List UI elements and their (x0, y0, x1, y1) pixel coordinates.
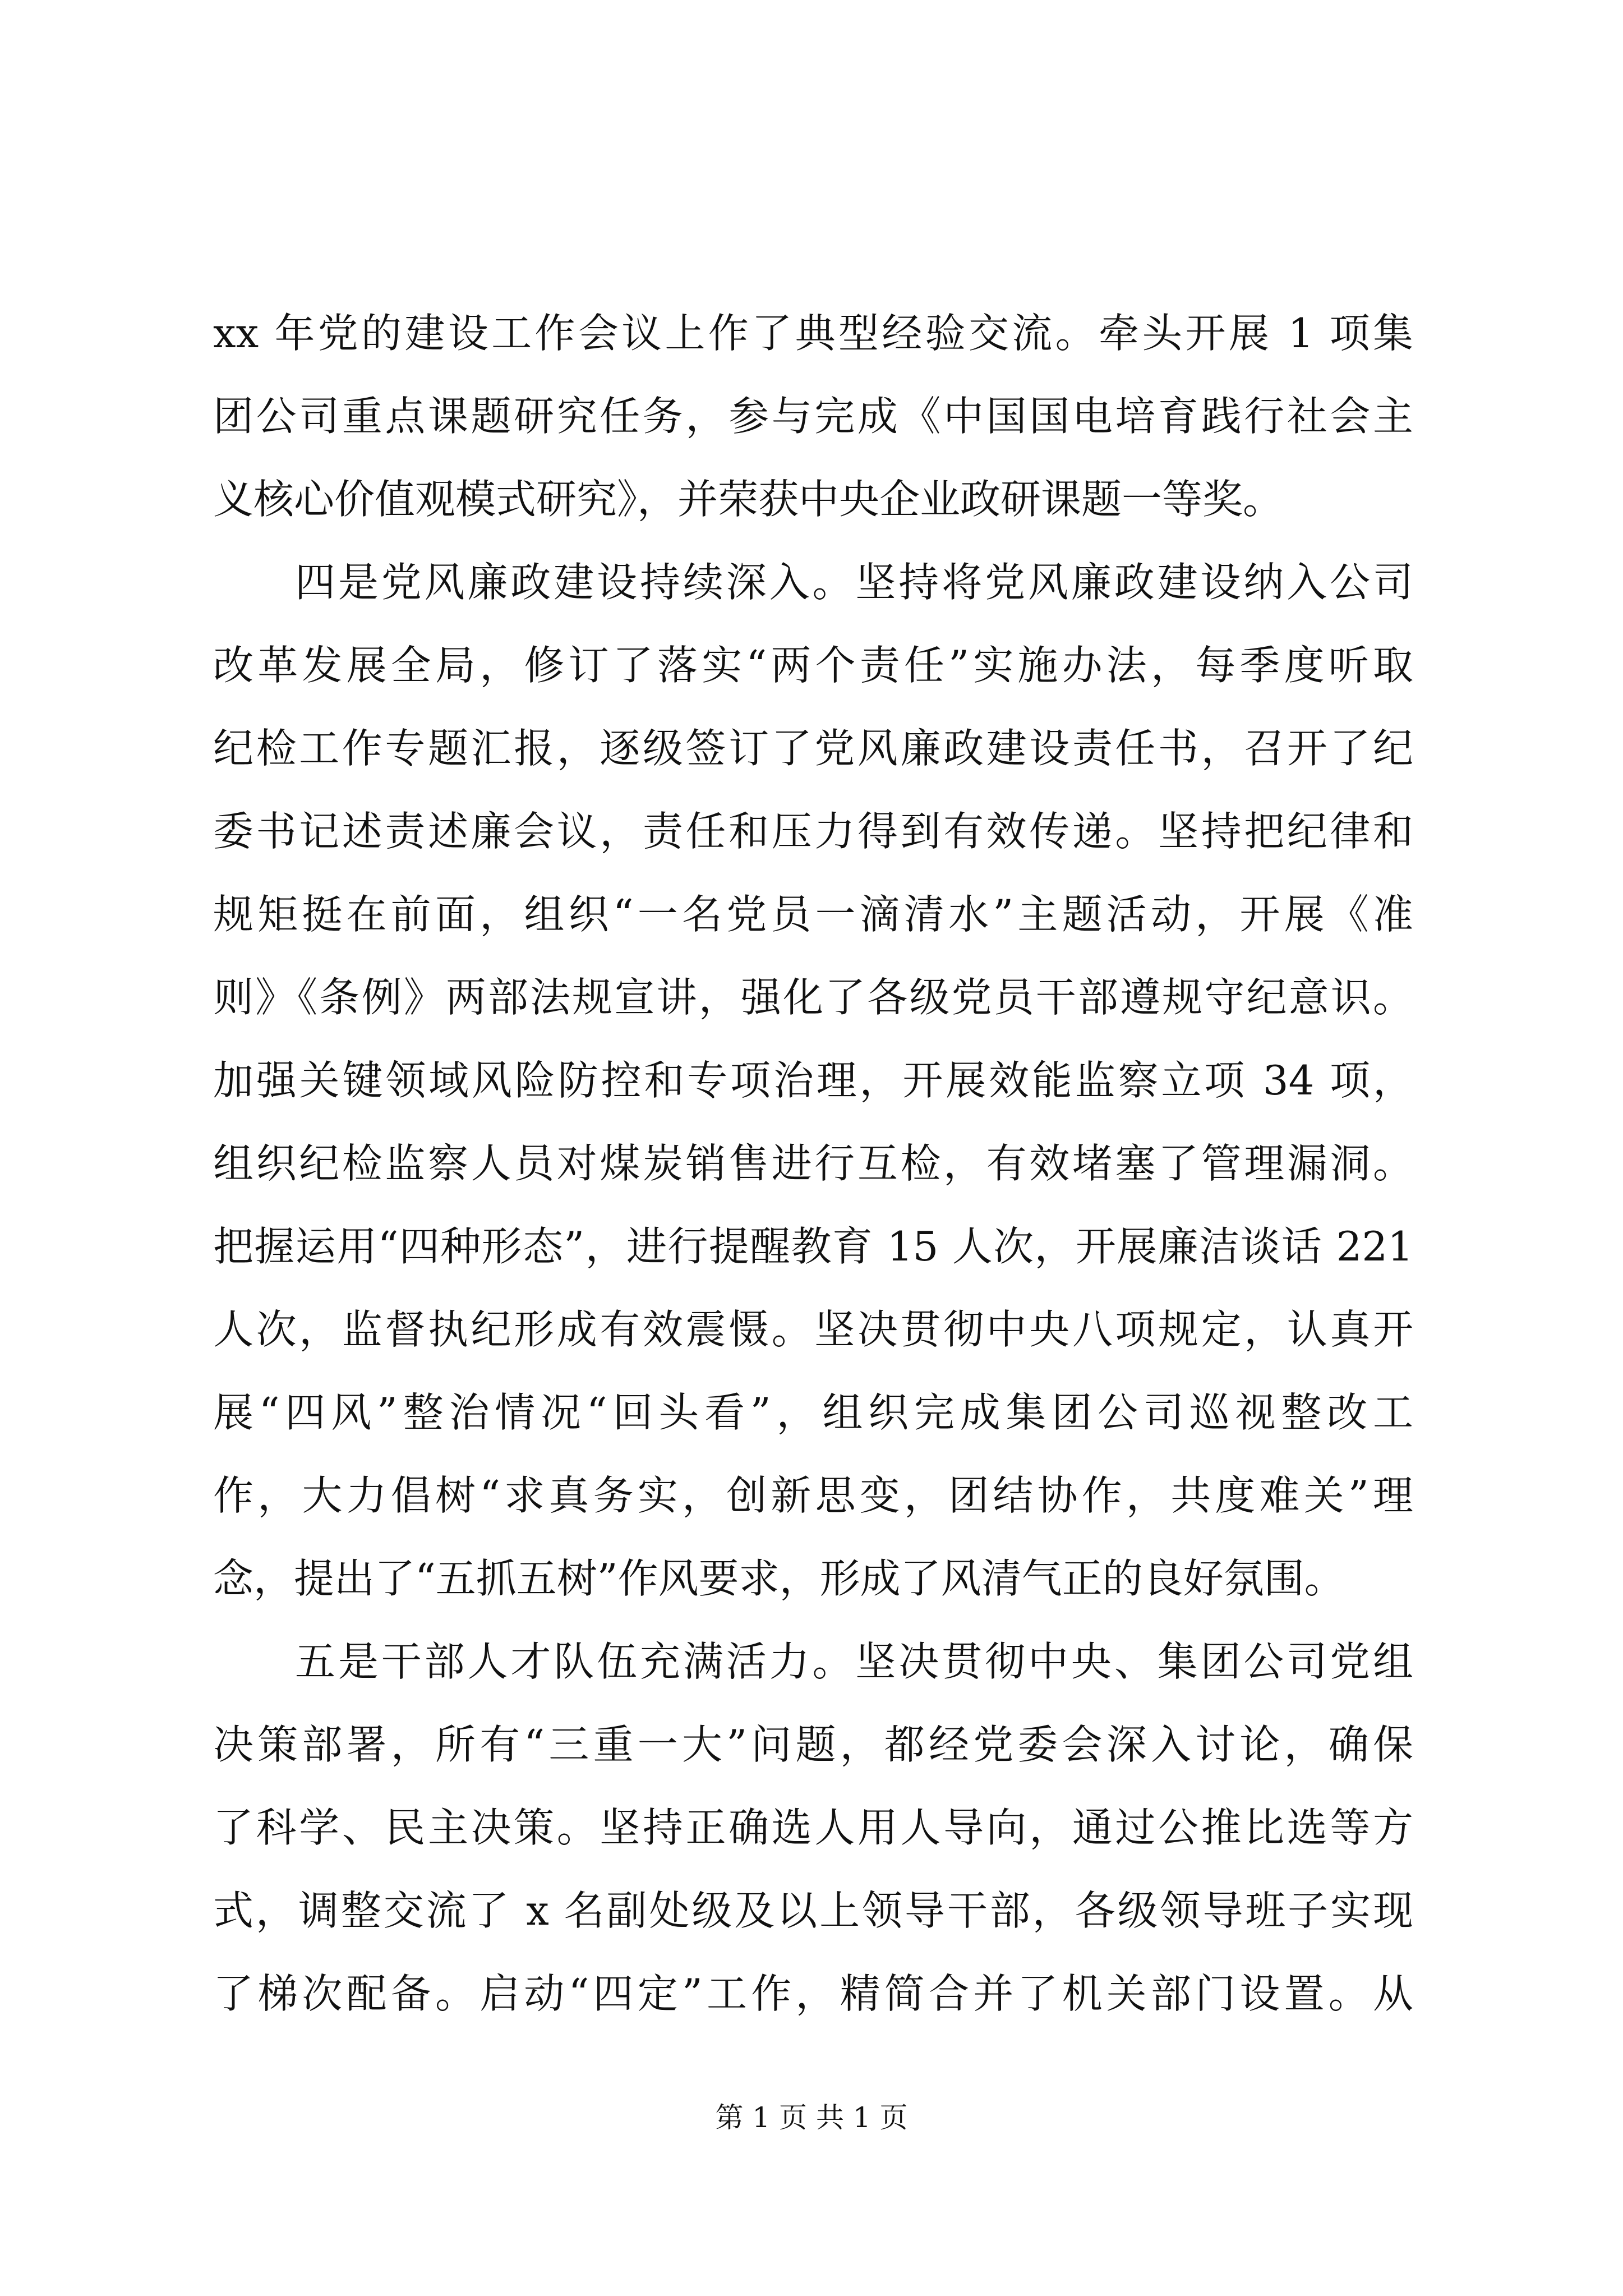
text-line: 组织纪检监察人员对煤炭销售进行互检，有效堵塞了管理漏洞。 (213, 1140, 1413, 1187)
text-line: 改革发展全局，修订了落实“两个责任”实施办法，每季度听取 (213, 642, 1413, 689)
text-line: 四是党风廉政建设持续深入。坚持将党风廉政建设纳入公司 (295, 559, 1413, 606)
text-line: 作，大力倡树“求真务实，创新思变，团结协作，共度难关”理 (213, 1472, 1413, 1519)
text-line: 则》《条例》两部法规宣讲，强化了各级党员干部遵规守纪意识。 (213, 974, 1413, 1021)
text-line: 式，调整交流了 x 名副处级及以上领导干部，各级领导班子实现 (213, 1887, 1413, 1934)
text-line: 决策部署，所有“三重一大”问题，都经党委会深入讨论，确保 (213, 1721, 1413, 1768)
page-footer: 第 1 页 共 1 页 (715, 2101, 908, 2134)
text-line: 委书记述责述廉会议，责任和压力得到有效传递。坚持把纪律和 (213, 808, 1413, 855)
document-body (213, 292, 1413, 2035)
text-line: 规矩挺在前面，组织“一名党员一滴清水”主题活动，开展《准 (213, 891, 1413, 938)
text-line: 义核心价值观模式研究》，并荣获中央企业政研课题一等奖。 (213, 476, 1284, 523)
text-line: 展“四风”整治情况“回头看”，组织完成集团公司巡视整改工 (213, 1389, 1413, 1436)
text-line: 了科学、民主决策。坚持正确选人用人导向，通过公推比选等方 (213, 1804, 1413, 1851)
text-line: 念，提出了“五抓五树”作风要求，形成了风清气正的良好氛围。 (213, 1555, 1345, 1602)
text-line: 人次，监督执纪形成有效震慑。坚决贯彻中央八项规定，认真开 (213, 1306, 1413, 1353)
text-line: 团公司重点课题研究任务，参与完成《中国国电培育践行社会主 (213, 393, 1413, 440)
text-line: 纪检工作专题汇报，逐级签订了党风廉政建设责任书，召开了纪 (213, 725, 1413, 772)
text-line: 把握运用“四种形态”，进行提醒教育 15 人次，开展廉洁谈话 221 (213, 1223, 1413, 1270)
text-line: xx 年党的建设工作会议上作了典型经验交流。牵头开展 1 项集 (213, 310, 1413, 357)
text-line: 加强关键领域风险防控和专项治理，开展效能监察立项 34 项， (213, 1057, 1413, 1104)
text-line: 五是干部人才队伍充满活力。坚决贯彻中央、集团公司党组 (295, 1638, 1413, 1685)
text-line: 了梯次配备。启动“四定”工作，精简合并了机关部门设置。从 (213, 1970, 1413, 2017)
